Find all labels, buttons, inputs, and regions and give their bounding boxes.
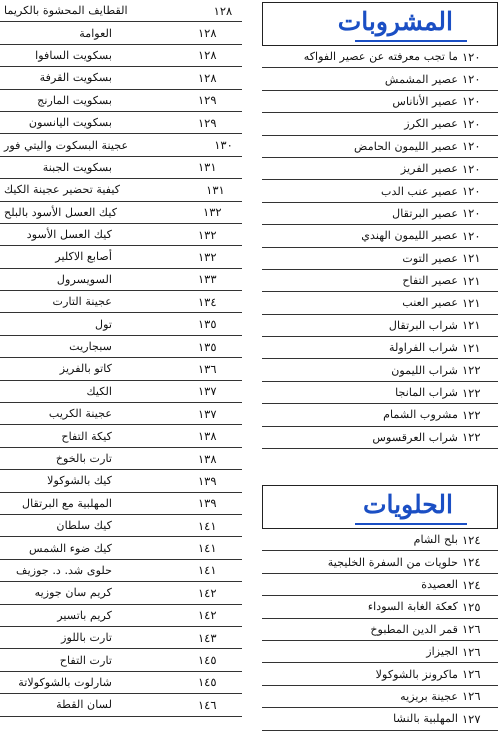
toc-entry <box>0 336 242 358</box>
toc-entry-page-number: ١٣٧ <box>198 384 217 399</box>
toc-entry-title: كيفية تحضير عجينة الكيك <box>4 183 121 197</box>
toc-entry-page-number: ١٢٩ <box>198 93 217 108</box>
toc-entry-title: عصير الكرز <box>404 117 458 131</box>
toc-entry-page-number: ١٢٠ <box>462 49 481 64</box>
toc-entry <box>0 0 242 22</box>
toc-entry <box>262 113 498 135</box>
toc-entry-page-number: ١٤١ <box>198 541 217 556</box>
toc-entry <box>262 68 498 90</box>
left-column <box>0 0 242 717</box>
toc-entry-page-number: ١٢٢ <box>462 430 481 445</box>
toc-entry <box>262 663 498 685</box>
toc-entry-title: لسان القطة <box>56 698 112 712</box>
toc-entry-title: بسكويت المارنج <box>37 93 112 107</box>
toc-entry-title: عجينة البسكوت واليتي فور <box>4 138 129 152</box>
toc-entry-page-number: ١٣٦ <box>198 361 217 376</box>
toc-entry <box>262 708 498 730</box>
toc-entry <box>262 427 498 449</box>
toc-entry-title: عصير التفاح <box>402 274 458 288</box>
left-column-list <box>0 0 242 717</box>
toc-entry-page-number: ١٢٨ <box>213 3 233 18</box>
drinks-heading: المشروبات <box>337 7 453 36</box>
toc-entry-title: قمر الدين المطبوخ <box>370 622 458 636</box>
toc-entry <box>0 224 242 246</box>
toc-entry-page-number: ١٢١ <box>462 295 481 310</box>
toc-entry-title: الجيزاز <box>426 645 458 659</box>
toc-entry <box>0 694 242 716</box>
toc-entry-title: عصير الليمون الهندي <box>361 229 458 243</box>
toc-entry-page-number: ١٢٨ <box>198 26 217 41</box>
toc-entry <box>262 574 498 596</box>
toc-entry <box>262 315 498 337</box>
toc-entry-page-number: ١٤١ <box>198 518 217 533</box>
toc-entry <box>0 90 242 112</box>
toc-entry-page-number: ١٢٦ <box>462 689 481 704</box>
toc-entry-page-number: ١٢١ <box>462 251 481 266</box>
toc-entry-title: الكيك <box>86 384 112 398</box>
toc-entry <box>262 551 498 573</box>
toc-entry-page-number: ١٣١ <box>198 160 217 175</box>
toc-entry-title: ماكرونز بالشوكولا <box>375 667 458 681</box>
toc-entry-title: شراب المانجا <box>395 386 458 400</box>
toc-entry-page-number: ١٣٨ <box>198 451 217 466</box>
toc-entry-title: كيك بالشوكولا <box>47 474 112 488</box>
toc-entry-page-number: ١٢٠ <box>462 116 481 131</box>
toc-entry-page-number: ١٢٤ <box>462 577 481 592</box>
drinks-list <box>262 46 498 449</box>
toc-entry-page-number: ١٣٥ <box>198 317 217 332</box>
toc-entry <box>0 582 242 604</box>
toc-entry <box>0 246 242 268</box>
toc-entry-page-number: ١٢٢ <box>462 407 481 422</box>
toc-entry-title: شارلوت بالشوكولاتة <box>18 675 112 689</box>
toc-entry-page-number: ١٤٢ <box>198 608 217 623</box>
toc-entry-title: المهلبية مع البرتقال <box>21 496 112 510</box>
toc-entry <box>0 605 242 627</box>
toc-entry <box>0 515 242 537</box>
sweets-section-header <box>262 485 498 529</box>
toc-entry-title: ما تجب معرفته عن عصير الفواكه <box>303 50 458 64</box>
toc-entry-title: عصير البرتقال <box>392 206 458 220</box>
toc-entry <box>262 180 498 202</box>
drinks-heading-underline <box>355 40 467 42</box>
toc-entry <box>0 22 242 44</box>
toc-entry-page-number: ١٢٦ <box>462 644 481 659</box>
drinks-section-header <box>262 2 498 46</box>
toc-entry-title: عصير الليمون الحامض <box>354 139 458 153</box>
toc-entry-page-number: ١٤١ <box>198 563 217 578</box>
sweets-list <box>262 529 498 731</box>
toc-entry-page-number: ١٢١ <box>462 340 481 355</box>
toc-entry <box>262 619 498 641</box>
toc-entry-title: القطايف المحشوة بالكريما <box>4 4 128 18</box>
toc-entry-page-number: ١٢٦ <box>462 667 481 682</box>
toc-entry-page-number: ١٣٥ <box>198 339 217 354</box>
toc-entry-page-number: ١٣٧ <box>198 406 217 421</box>
toc-entry <box>0 112 242 134</box>
toc-entry-page-number: ١٢٠ <box>462 184 481 199</box>
toc-entry-page-number: ١٢٢ <box>462 385 481 400</box>
toc-entry-title: عصير عنب الدب <box>381 184 458 198</box>
toc-entry <box>262 337 498 359</box>
toc-entry-title: عجينة الكريب <box>48 407 112 421</box>
toc-entry <box>0 313 242 335</box>
toc-entry-page-number: ١٣٢ <box>203 205 222 220</box>
toc-entry <box>0 672 242 694</box>
toc-entry-page-number: ١٤٥ <box>198 653 217 668</box>
toc-entry-title: المهلبية بالنشا <box>393 712 458 726</box>
toc-entry <box>0 157 242 179</box>
toc-entry <box>0 202 242 224</box>
toc-entry-page-number: ١٢٠ <box>462 206 481 221</box>
toc-entry-title: كاتو بالفريز <box>59 362 112 376</box>
right-column <box>262 0 498 731</box>
toc-entry-page-number: ١٣٩ <box>198 496 217 511</box>
toc-entry-title: عصير العنب <box>402 296 458 310</box>
toc-entry-title: العوامة <box>79 26 112 40</box>
toc-entry-page-number: ١٢٦ <box>462 622 481 637</box>
toc-entry-title: كريم باتسير <box>57 608 112 622</box>
toc-entry <box>0 381 242 403</box>
toc-entry <box>0 425 242 447</box>
toc-entry-title: تارت بالخوخ <box>55 452 112 465</box>
toc-entry-title: عصير التوت <box>402 251 458 265</box>
toc-entry <box>0 291 242 313</box>
toc-entry <box>262 91 498 113</box>
toc-entry-page-number: ١٣٢ <box>198 227 217 242</box>
toc-entry <box>0 269 242 291</box>
toc-entry-page-number: ١٤٣ <box>198 630 217 645</box>
toc-entry <box>262 359 498 381</box>
toc-entry-title: شراب العرقسوس <box>372 430 458 444</box>
toc-entry-page-number: ١٣٣ <box>198 272 217 287</box>
toc-entry <box>0 560 242 582</box>
toc-entry-page-number: ١٢٠ <box>462 94 481 109</box>
toc-entry-page-number: ١٢٠ <box>462 72 481 87</box>
toc-entry-title: شراب البرتقال <box>388 318 458 332</box>
toc-entry-title: عجينة التارت <box>52 295 112 309</box>
toc-entry-page-number: ١٣٤ <box>198 294 217 309</box>
toc-entry-page-number: ١٤٢ <box>198 585 217 600</box>
toc-entry-page-number: ١٢٢ <box>462 363 481 378</box>
toc-entry-page-number: ١٣٠ <box>214 138 233 153</box>
toc-entry <box>0 649 242 671</box>
toc-entry-page-number: ١٢٩ <box>198 115 217 130</box>
toc-entry-title: كيك ضوء الشمس <box>28 541 112 555</box>
toc-entry-page-number: ١٢٨ <box>198 48 217 63</box>
toc-entry-title: عجينة بريزيه <box>400 689 458 703</box>
toc-entry-title: سبجاريت <box>69 340 112 354</box>
toc-entry-title: كيك سلطان <box>56 519 112 533</box>
sweets-heading-underline <box>355 523 467 525</box>
toc-entry-page-number: ١٢٠ <box>462 161 481 176</box>
toc-entry <box>262 158 498 180</box>
toc-entry-page-number: ١٣٨ <box>198 429 217 444</box>
toc-entry-title: بسكويت اليانسون <box>28 116 112 130</box>
toc-entry <box>262 382 498 404</box>
toc-entry-title: حلويات من السفرة الخليجية <box>327 555 458 569</box>
toc-entry <box>262 248 498 270</box>
toc-entry-title: شراب الفراولة <box>388 341 458 355</box>
toc-entry-page-number: ١٣١ <box>206 182 225 197</box>
toc-entry-title: السويسرول <box>56 272 112 286</box>
toc-entry-page-number: ١٢٤ <box>462 555 481 570</box>
toc-entry-page-number: ١٢٨ <box>198 70 217 85</box>
toc-entry-title: تارت باللوز <box>61 631 112 645</box>
toc-entry-page-number: ١٤٦ <box>198 697 217 712</box>
toc-entry-title: تارت التفاح <box>59 653 112 667</box>
toc-entry-title: كعكة الغابة السوداء <box>367 600 458 614</box>
toc-entry-page-number: ١٤٥ <box>198 675 217 690</box>
toc-entry <box>262 292 498 314</box>
toc-entry-page-number: ١٣٩ <box>198 473 217 488</box>
toc-entry <box>0 448 242 470</box>
toc-entry-title: حلوى شد. د. جوزيف <box>16 563 112 577</box>
toc-entry-page-number: ١٢٠ <box>462 228 481 243</box>
toc-entry <box>0 67 242 89</box>
toc-entry <box>0 134 242 156</box>
toc-entry-title: عصير الفريز <box>400 162 458 176</box>
toc-entry-title: كيك العسل الأسود بالبلح <box>4 205 118 219</box>
toc-entry <box>262 529 498 551</box>
toc-entry-title: كريم سان جوزيه <box>34 586 112 600</box>
toc-entry <box>0 358 242 380</box>
toc-entry <box>262 136 498 158</box>
toc-entry-page-number: ١٢٥ <box>462 599 481 614</box>
toc-entry-title: بسكويت القرفة <box>39 71 112 85</box>
toc-entry <box>0 45 242 67</box>
toc-entry <box>262 225 498 247</box>
toc-entry-title: مشروب الشمام <box>383 408 458 422</box>
toc-entry <box>0 470 242 492</box>
toc-entry <box>0 403 242 425</box>
toc-entry <box>0 537 242 559</box>
toc-entry-title: عصير المشمش <box>384 72 458 86</box>
toc-entry-page-number: ١٢٠ <box>462 139 481 154</box>
toc-entry-title: أصابع الاكلير <box>55 250 112 264</box>
toc-entry <box>0 493 242 515</box>
toc-entry-page-number: ١٣٢ <box>198 249 217 264</box>
toc-entry-title: بسكويت الجبنة <box>42 160 112 174</box>
toc-entry-page-number: ١٢٧ <box>462 711 481 726</box>
toc-entry <box>262 404 498 426</box>
toc-entry-title: تول <box>94 317 112 331</box>
toc-entry-title: كيكة التفاح <box>61 429 112 443</box>
toc-entry-title: شراب الليمون <box>391 363 458 377</box>
toc-entry <box>262 270 498 292</box>
toc-entry <box>0 627 242 649</box>
toc-entry <box>262 46 498 68</box>
toc-entry-page-number: ١٢١ <box>462 273 481 288</box>
toc-entry-title: بسكويت السافوا <box>35 48 112 62</box>
toc-entry <box>262 203 498 225</box>
toc-entry <box>262 686 498 708</box>
toc-entry-title: بلح الشام <box>413 533 458 547</box>
toc-entry-title: العصيدة <box>421 578 458 591</box>
toc-entry <box>262 641 498 663</box>
toc-entry-title: كيك العسل الأسود <box>26 228 112 242</box>
toc-entry-page-number: ١٢٤ <box>462 532 481 547</box>
toc-entry-title: عصير الأناناس <box>392 94 458 108</box>
toc-entry <box>0 179 242 201</box>
toc-entry <box>262 596 498 618</box>
sweets-heading: الحلويات <box>362 490 453 520</box>
toc-entry-page-number: ١٢١ <box>462 318 481 333</box>
